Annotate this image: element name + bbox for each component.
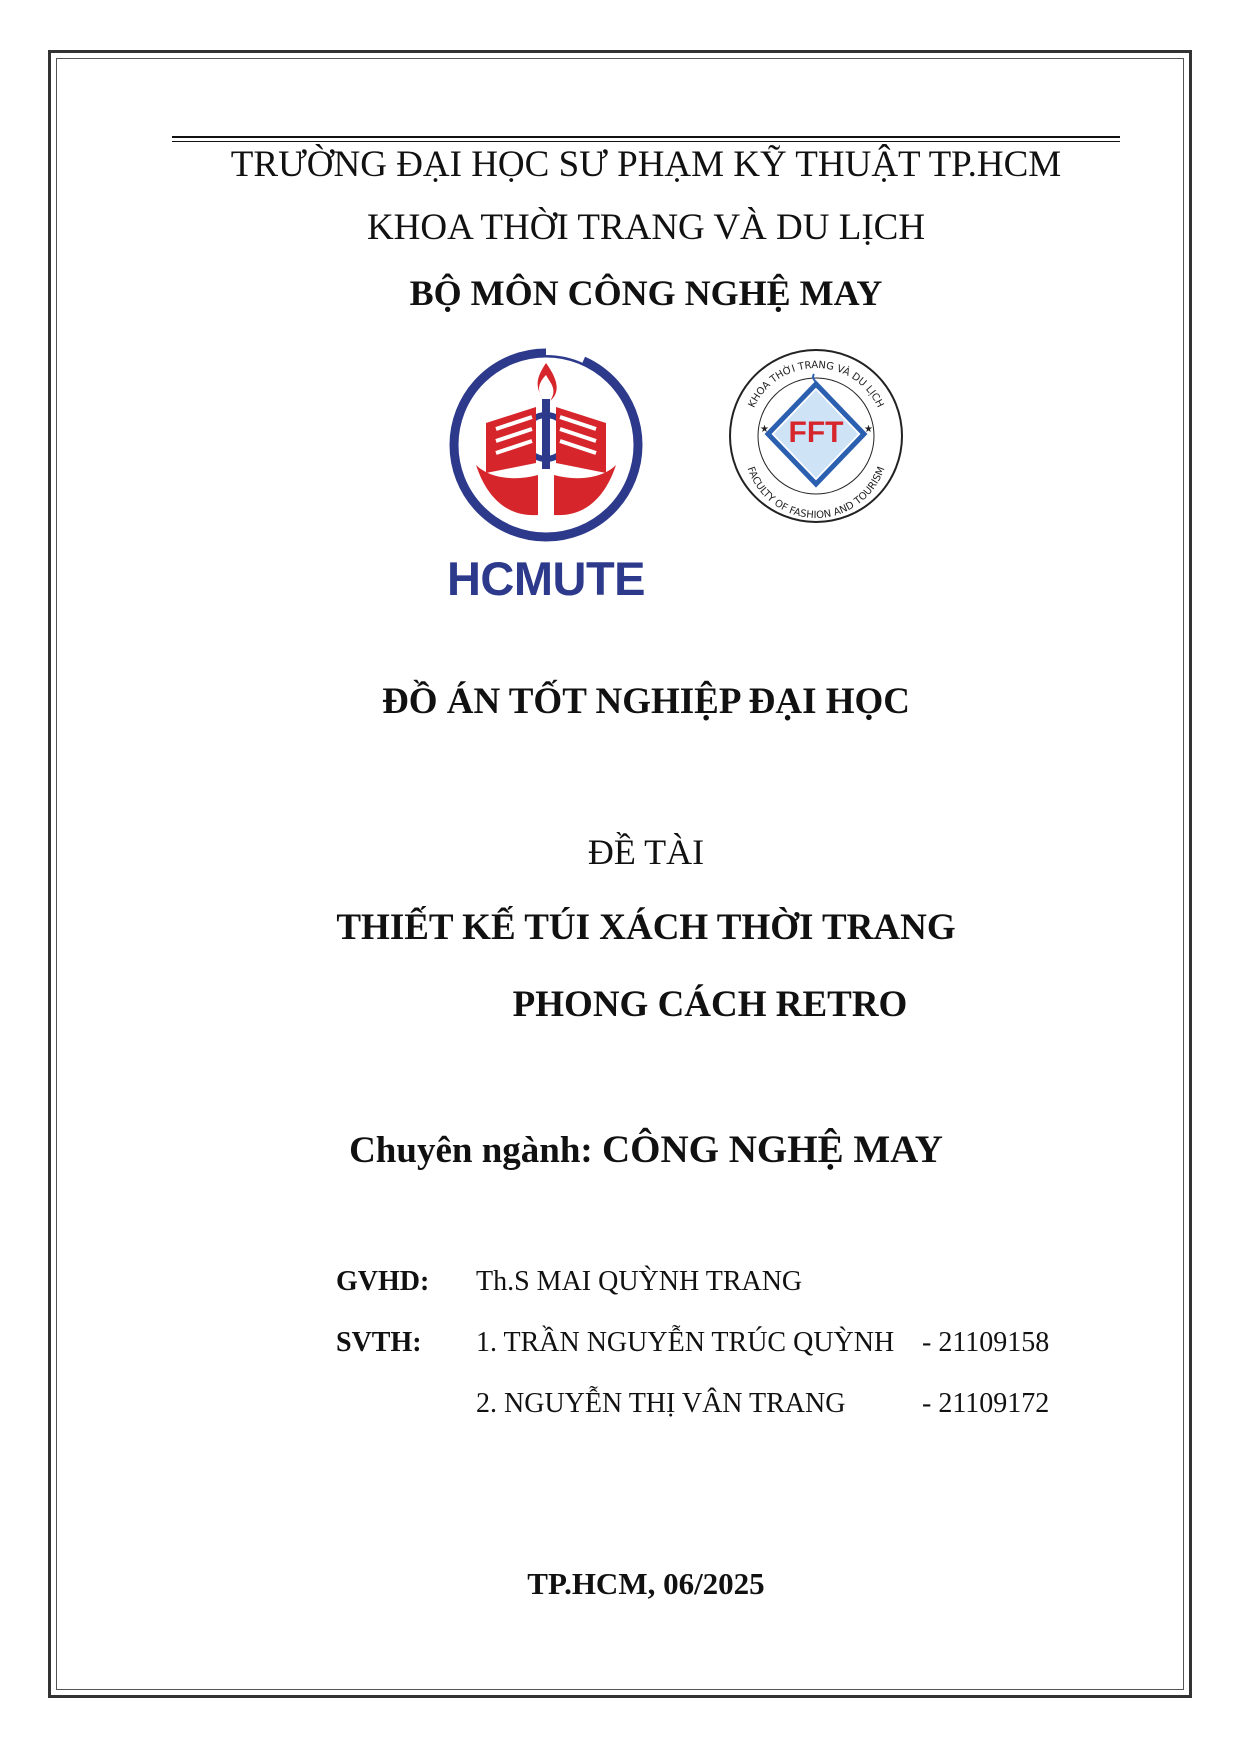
major-value: CÔNG NGHỆ MAY <box>602 1128 943 1171</box>
advisor-name: Th.S MAI QUỲNH TRANG <box>476 1266 803 1297</box>
svg-text:★: ★ <box>864 424 873 435</box>
header-rule-thin <box>172 141 1120 142</box>
header-rule <box>172 136 1120 138</box>
place-date: TP.HCM, 06/2025 <box>527 1566 765 1601</box>
seal-bottom-text: FACULTY OF FASHION AND TOURISM <box>744 465 888 522</box>
student-name-2: 2. NGUYỄN THỊ VÂN TRANG <box>476 1388 846 1419</box>
fft-logo-text: FFT <box>788 416 844 449</box>
student-id-1: - 21109158 <box>922 1327 1050 1358</box>
major-label: Chuyên ngành: <box>349 1130 593 1171</box>
hcmute-logo-icon <box>446 345 646 545</box>
advisor-label: GVHD: <box>336 1266 430 1297</box>
topic-label: ĐỀ TÀI <box>587 832 705 872</box>
students-label: SVTH: <box>336 1327 422 1358</box>
hcmute-logo-text: HCMUTE <box>446 552 646 605</box>
university-name: TRƯỜNG ĐẠI HỌC SƯ PHẠM KỸ THUẬT TP.HCM <box>230 144 1062 185</box>
faculty-name: KHOA THỜI TRANG VÀ DU LỊCH <box>366 207 926 248</box>
major <box>0 1127 1240 1172</box>
thesis-type: ĐỒ ÁN TỐT NGHIỆP ĐẠI HỌC <box>381 681 911 722</box>
department-name: BỘ MÔN CÔNG NGHỆ MAY <box>409 273 883 313</box>
student-name-1: 1. TRẦN NGUYỄN TRÚC QUỲNH <box>476 1327 895 1358</box>
topic-title-line-2: PHONG CÁCH RETRO <box>512 984 908 1025</box>
topic-title-line-1: THIẾT KẾ TÚI XÁCH THỜI TRANG <box>336 907 956 948</box>
student-id-2: - 21109172 <box>922 1388 1050 1419</box>
svg-text:★: ★ <box>760 424 769 435</box>
fft-faculty-seal-icon <box>726 346 906 526</box>
seal-top-text: KHOA THỜI TRANG VÀ DU LỊCH <box>746 359 886 410</box>
